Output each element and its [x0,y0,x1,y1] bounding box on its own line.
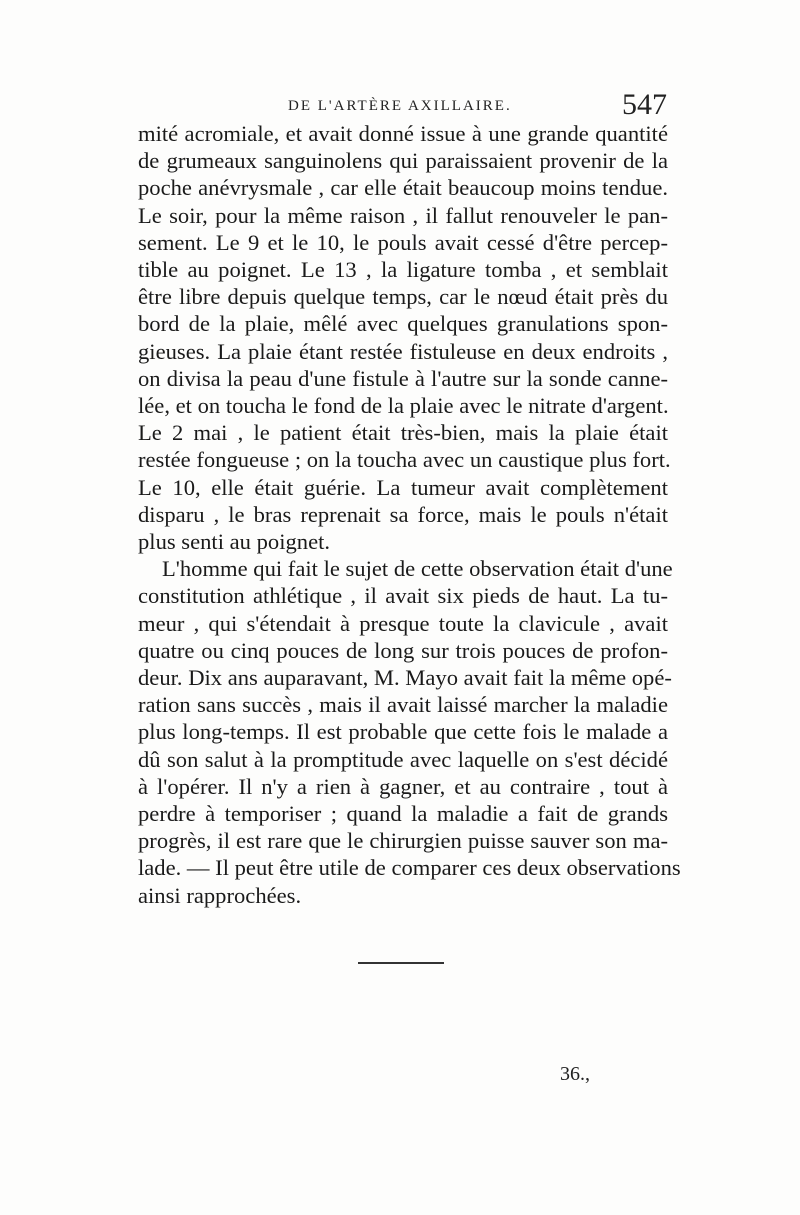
text-line: mité acromiale, et avait donné issue à une grande quantité [138,121,668,146]
text-line: à l'opérer. Il n'y a rien à gagner, et au contraire , tout à [138,773,668,799]
text-line: dû son salut à la promptitude avec laquelle on s'est décidé [138,746,668,772]
text-line: Le 2 mai , le patient était très-bien, mais la plaie était [138,420,668,446]
text-line: perdre à temporiser ; quand la maladie a fait de grands [138,801,668,827]
text-line: restée fongueuse ; on la toucha avec un caustique plus fort. [138,447,671,473]
text-line: de grumeaux sanguinolens qui paraissaient provenir de la [138,148,668,174]
running-head: DE L'ARTÈRE AXILLAIRE. [288,98,512,114]
text-line: quatre ou cinq pouces de long sur trois pouces de profon- [138,637,668,663]
text-line: plus senti au poignet. [138,529,331,555]
text-line: poche anévrysmale , car elle était beaucoup moins tendue. [138,175,668,201]
text-line: lée, et on toucha le fond de la plaie avec le nitrate d'argent. [138,393,669,419]
text-line: gieuses. La plaie étant restée fistuleuse en deux endroits , [138,338,668,364]
text-line: constitution athlétique , il avait six pieds de haut. La tu- [138,583,668,609]
text-line: L'homme qui fait le sujet de cette observation était d'une [162,556,673,582]
text-line: Le 10, elle était guérie. La tumeur avait complètement [138,474,668,500]
text-line: disparu , le bras reprenait sa force, mais le pouls n'était [138,501,668,527]
text-line: bord de la plaie, mêlé avec quelques granulations spon- [138,311,668,337]
signature-mark: 36., [560,1063,590,1085]
text-line: tible au poignet. Le 13 , la ligature tomba , et semblait [138,257,668,283]
text-line: ration sans succès , mais il avait laissé marcher la maladie [138,692,668,718]
text-line: ainsi rapprochées. [138,882,302,908]
text-line: sement. Le 9 et le 10, le pouls avait cessé d'être percep- [138,229,668,255]
separator-rule [358,962,444,964]
text-line: Le soir, pour la même raison , il fallut renouveler le pan- [138,202,668,228]
text-line: plus long-temps. Il est probable que cette fois le malade a [138,719,668,745]
page-number: 547 [622,88,667,121]
body-text [138,120,681,909]
text-line: deur. Dix ans auparavant, M. Mayo avait fait la même opé- [138,665,672,691]
text-line: meur , qui s'étendait à presque toute la clavicule , avait [138,610,668,636]
text-line: on divisa la peau d'une fistule à l'autre sur la sonde canne- [138,365,668,391]
text-line: être libre depuis quelque temps, car le nœud était près du [138,284,668,310]
text-line: lade. — Il peut être utile de comparer ces deux observations [138,855,681,881]
text-line: progrès, il est rare que le chirurgien puisse sauver son ma- [138,828,668,854]
